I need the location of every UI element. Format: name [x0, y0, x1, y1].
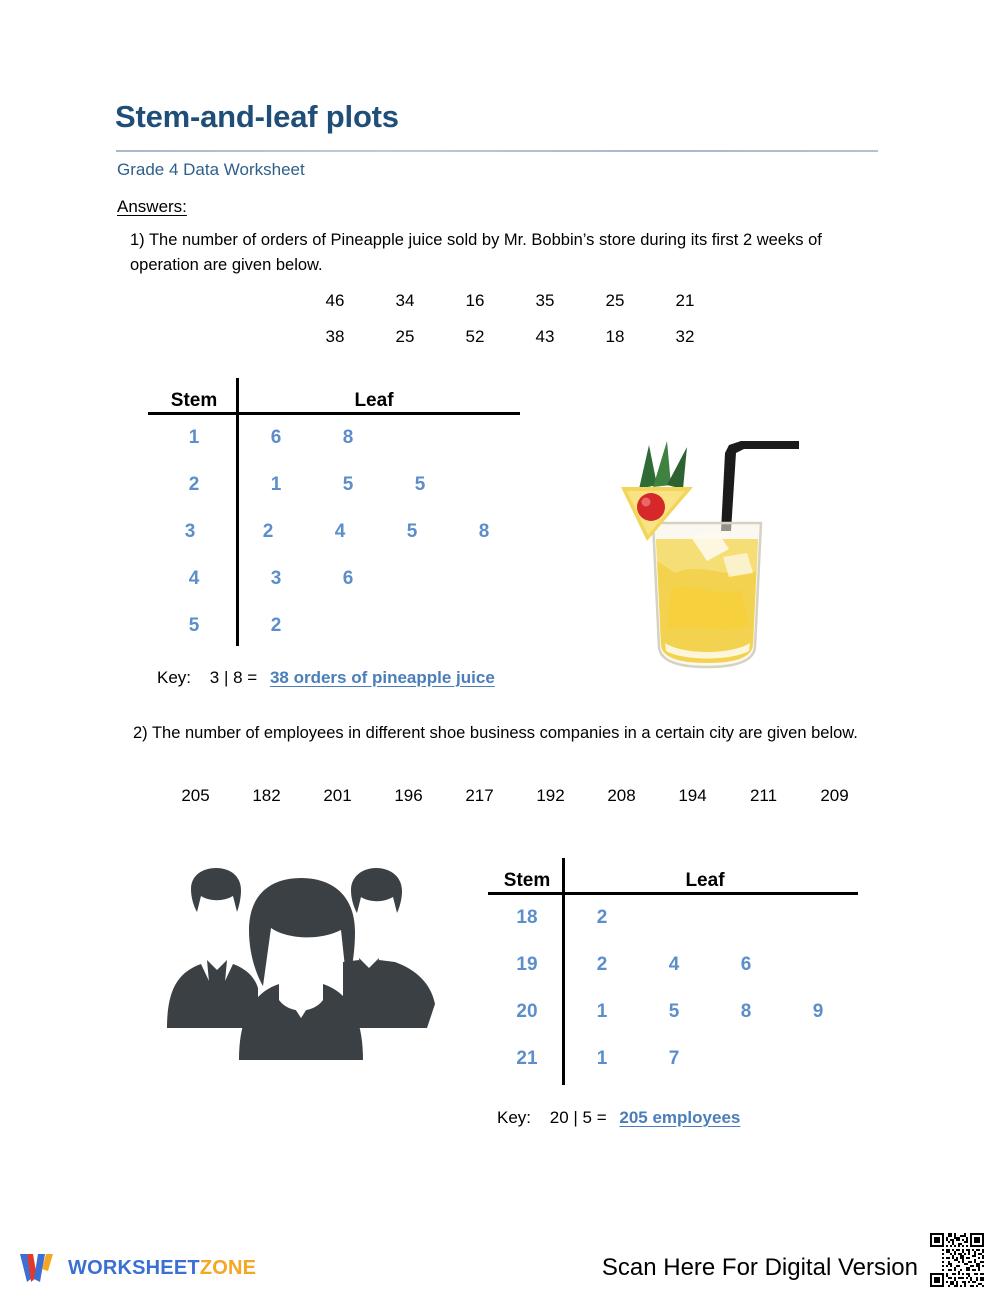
- leaf-values: [566, 1048, 710, 1070]
- table-row: [148, 603, 520, 650]
- data-value: 205: [181, 786, 210, 805]
- leaf-value: 4: [668, 954, 680, 976]
- stem-column-header: Stem: [503, 870, 551, 891]
- person-hair: [351, 868, 402, 913]
- stem-value: 3: [184, 521, 196, 543]
- data-value: 192: [536, 786, 565, 805]
- leaf-value: 5: [406, 521, 418, 543]
- data-value: 182: [252, 786, 281, 805]
- stem-value: 19: [516, 954, 538, 976]
- plot-1-key: [157, 668, 495, 688]
- leaf-value: 6: [270, 427, 282, 449]
- question-1-data-row: [300, 291, 720, 311]
- question-1-text: 1) The number of orders of Pineapple juice sold by Mr. Bobbin’s store during its first 2 weeks of operation are given below.: [130, 231, 822, 274]
- page-subtitle: Grade 4 Data Worksheet: [117, 160, 305, 179]
- answers-label: Answers:: [117, 197, 187, 216]
- leaf-value: 6: [342, 568, 354, 590]
- question-2-data-row: [160, 786, 870, 806]
- table-row: [488, 942, 858, 989]
- person-hair: [249, 878, 355, 986]
- leaf-column-header: Leaf: [685, 870, 725, 891]
- leaf-value: 8: [478, 521, 490, 543]
- leaf-value: 5: [414, 474, 426, 496]
- data-value: 211: [749, 786, 778, 805]
- leaf-values: [566, 907, 638, 929]
- logo-w-icon: [18, 1253, 60, 1283]
- data-value: 16: [465, 291, 485, 310]
- qr-code-icon[interactable]: [928, 1231, 986, 1289]
- data-value: 25: [395, 327, 415, 346]
- logo-text-primary: WORKSHEET: [68, 1256, 200, 1279]
- leaf-value: 2: [270, 615, 282, 637]
- page-title: Stem-and-leaf plots: [115, 99, 399, 134]
- leaf-values: [240, 615, 312, 637]
- key-notation: 20 | 5 =: [549, 1108, 607, 1127]
- stem-value: 1: [188, 427, 200, 449]
- leaf-value: 1: [596, 1048, 608, 1070]
- pineapple-leaf: [667, 447, 687, 489]
- leaf-value: 6: [740, 954, 752, 976]
- leaf-value: 5: [668, 1001, 680, 1023]
- stem-value: 4: [188, 568, 200, 590]
- leaf-values: [240, 474, 456, 496]
- data-value: 209: [820, 786, 849, 805]
- pineapple-leaf: [653, 441, 671, 487]
- key-label: Key:: [497, 1108, 532, 1127]
- plot-header-row: [488, 858, 858, 892]
- question-2-text: 2) The number of employees in different shoe business companies in a certain city are given below.: [133, 724, 858, 742]
- leaf-values: [566, 1001, 854, 1023]
- table-row: [488, 989, 858, 1036]
- pineapple-leaf: [639, 445, 657, 489]
- plot-divider-line: [236, 378, 239, 646]
- leaf-values: [240, 427, 384, 449]
- leaf-value: 2: [596, 954, 608, 976]
- leaf-values: [240, 568, 384, 590]
- key-label: Key:: [157, 668, 192, 687]
- straw-icon: [721, 441, 799, 531]
- key-notation: 3 | 8 =: [209, 668, 258, 687]
- leaf-column-header: Leaf: [354, 390, 394, 411]
- leaf-values: [566, 954, 782, 976]
- key-answer: 205 employees: [619, 1108, 741, 1127]
- plot-divider-line: [562, 858, 565, 1085]
- leaf-value: 5: [342, 474, 354, 496]
- stem-value: 20: [516, 1001, 538, 1023]
- three-business-people-image: [145, 868, 465, 1060]
- leaf-value: 3: [270, 568, 282, 590]
- table-row: [148, 556, 520, 603]
- logo-text-secondary: ZONE: [199, 1256, 257, 1279]
- data-value: 35: [535, 291, 555, 310]
- table-row: [148, 509, 520, 556]
- leaf-value: 8: [342, 427, 354, 449]
- data-value: 208: [607, 786, 636, 805]
- title-divider: [116, 150, 878, 152]
- data-value: 194: [678, 786, 707, 805]
- plot-2-key: [497, 1108, 740, 1128]
- leaf-value: 1: [596, 1001, 608, 1023]
- data-value: 217: [465, 786, 494, 805]
- table-row: [148, 415, 520, 462]
- data-value: 32: [675, 327, 695, 346]
- leaf-value: 8: [740, 1001, 752, 1023]
- data-value: 25: [605, 291, 625, 310]
- leaf-value: 1: [270, 474, 282, 496]
- data-value: 201: [323, 786, 352, 805]
- data-value: 52: [465, 327, 485, 346]
- pineapple-juice-image: [613, 411, 801, 685]
- stem-column-header: Stem: [170, 390, 218, 411]
- data-value: 46: [325, 291, 345, 310]
- cherry-icon: [637, 493, 665, 521]
- leaf-value: 4: [334, 521, 346, 543]
- data-value: 21: [675, 291, 695, 310]
- key-answer: 38 orders of pineapple juice: [269, 668, 495, 687]
- plot-header-row: [148, 378, 520, 412]
- stem-value: 21: [516, 1048, 538, 1070]
- data-value: 18: [605, 327, 625, 346]
- leaf-value: 2: [596, 907, 608, 929]
- stem-and-leaf-plot-1: [148, 378, 520, 650]
- leaf-value: 9: [812, 1001, 824, 1023]
- question-1-data-row: [300, 327, 720, 347]
- stem-value: 5: [188, 615, 200, 637]
- table-row: [148, 462, 520, 509]
- data-value: 34: [395, 291, 415, 310]
- leaf-value: 7: [668, 1048, 680, 1070]
- leaf-value: 2: [262, 521, 274, 543]
- data-value: 38: [325, 327, 345, 346]
- scan-prompt-text: Scan Here For Digital Version: [601, 1254, 918, 1281]
- person-hair: [191, 868, 241, 912]
- leaf-values: [232, 521, 520, 543]
- stem-value: 18: [516, 907, 538, 929]
- table-row: [488, 895, 858, 942]
- table-row: [488, 1036, 858, 1083]
- person-body: [343, 960, 435, 1028]
- stem-value: 2: [188, 474, 200, 496]
- data-value: 43: [535, 327, 555, 346]
- logo-text: [68, 1257, 256, 1280]
- worksheet-zone-logo[interactable]: [18, 1251, 256, 1285]
- stem-and-leaf-plot-2: [488, 858, 858, 1083]
- data-value: 196: [394, 786, 423, 805]
